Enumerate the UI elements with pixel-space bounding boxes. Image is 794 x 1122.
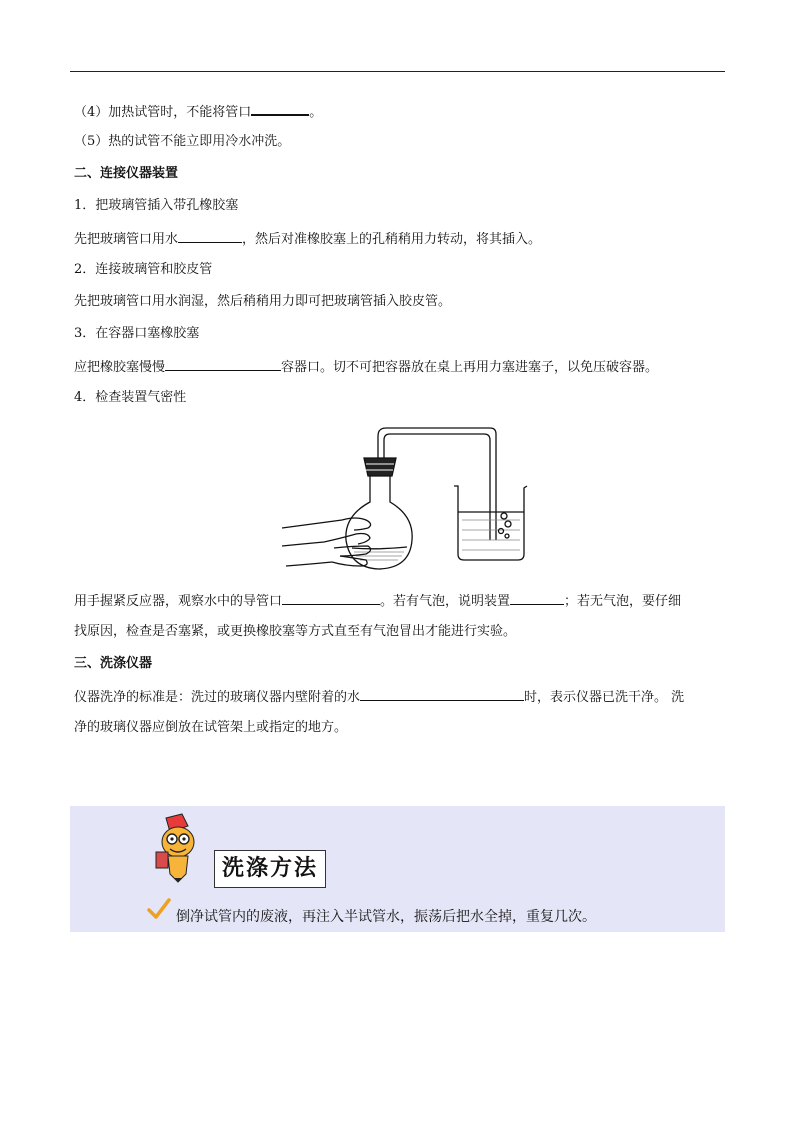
- blank-twist-into[interactable]: [165, 357, 281, 371]
- step-2-text: 先把玻璃管口用水润湿，然后稍稍用力即可把玻璃管插入胶皮管。: [74, 294, 452, 309]
- step-1-text-pre: 先把玻璃管口用水: [74, 232, 179, 247]
- blank-clean-standard[interactable]: [360, 687, 524, 701]
- section-3-line2: 净的玻璃仪器应倒放在试管架上或指定的地方。: [74, 720, 348, 735]
- blank-wet[interactable]: [178, 229, 242, 243]
- step-3-text: [74, 357, 658, 377]
- blank-tube-mouth[interactable]: [251, 101, 309, 116]
- section-3-line1: [74, 687, 684, 707]
- step-1-text: [74, 229, 541, 249]
- step-2-title: 2．连接玻璃管和胶皮管: [74, 262, 213, 277]
- step-1-text-post: ，然后对准橡胶塞上的孔稍稍用力转动，将其插入。: [242, 232, 542, 247]
- step-4-text-c: ；若无气泡，要仔细: [564, 594, 682, 609]
- step-4-text-a: 用手握紧反应器，观察水中的导管口: [74, 594, 283, 609]
- blank-airtight[interactable]: [510, 591, 564, 605]
- section-3-heading: 三、洗涤仪器: [74, 656, 153, 671]
- step-4-text-line2: 找原因，检查是否塞紧，或更换橡胶塞等方式直至有气泡冒出才能进行实验。: [74, 624, 517, 639]
- step-3-text-pre: 应把橡胶塞慢慢: [74, 360, 166, 375]
- airtightness-apparatus-diagram: [282, 420, 532, 575]
- section-3-text-a: 仪器洗净的标准是：洗过的玻璃仪器内壁附着的水: [74, 690, 361, 705]
- step-4-title: 4．检查装置气密性: [74, 390, 187, 405]
- header-rule: [70, 71, 725, 72]
- tip-text: 倒净试管内的废液，再注入半试管水，振荡后把水全掉，重复几次。: [176, 909, 596, 925]
- step-4-text-line1: [74, 591, 681, 611]
- tip-title: 洗涤方法: [214, 850, 326, 888]
- item-4: [74, 101, 322, 122]
- item-4-text: （4）加热试管时，不能将管口: [74, 105, 252, 120]
- item-5: （5）热的试管不能立即用冷水冲洗。: [74, 134, 291, 149]
- step-4-text-b: 。若有气泡，说明装置: [380, 594, 511, 609]
- blank-bubbles[interactable]: [282, 591, 380, 605]
- section-3-text-b: 时，表示仪器已洗干净。 洗: [524, 690, 685, 705]
- step-3-title: 3．在容器口塞橡胶塞: [74, 326, 200, 341]
- section-2-heading: 二、连接仪器装置: [74, 166, 179, 181]
- checkmark-icon: [146, 896, 172, 922]
- step-1-title: 1．把玻璃管插入带孔橡胶塞: [74, 198, 239, 213]
- item-4-end: 。: [309, 105, 323, 120]
- step-3-text-post: 容器口。切不可把容器放在桌上再用力塞进塞子，以免压破容器。: [281, 360, 659, 375]
- pencil-mascot-icon: [148, 812, 208, 884]
